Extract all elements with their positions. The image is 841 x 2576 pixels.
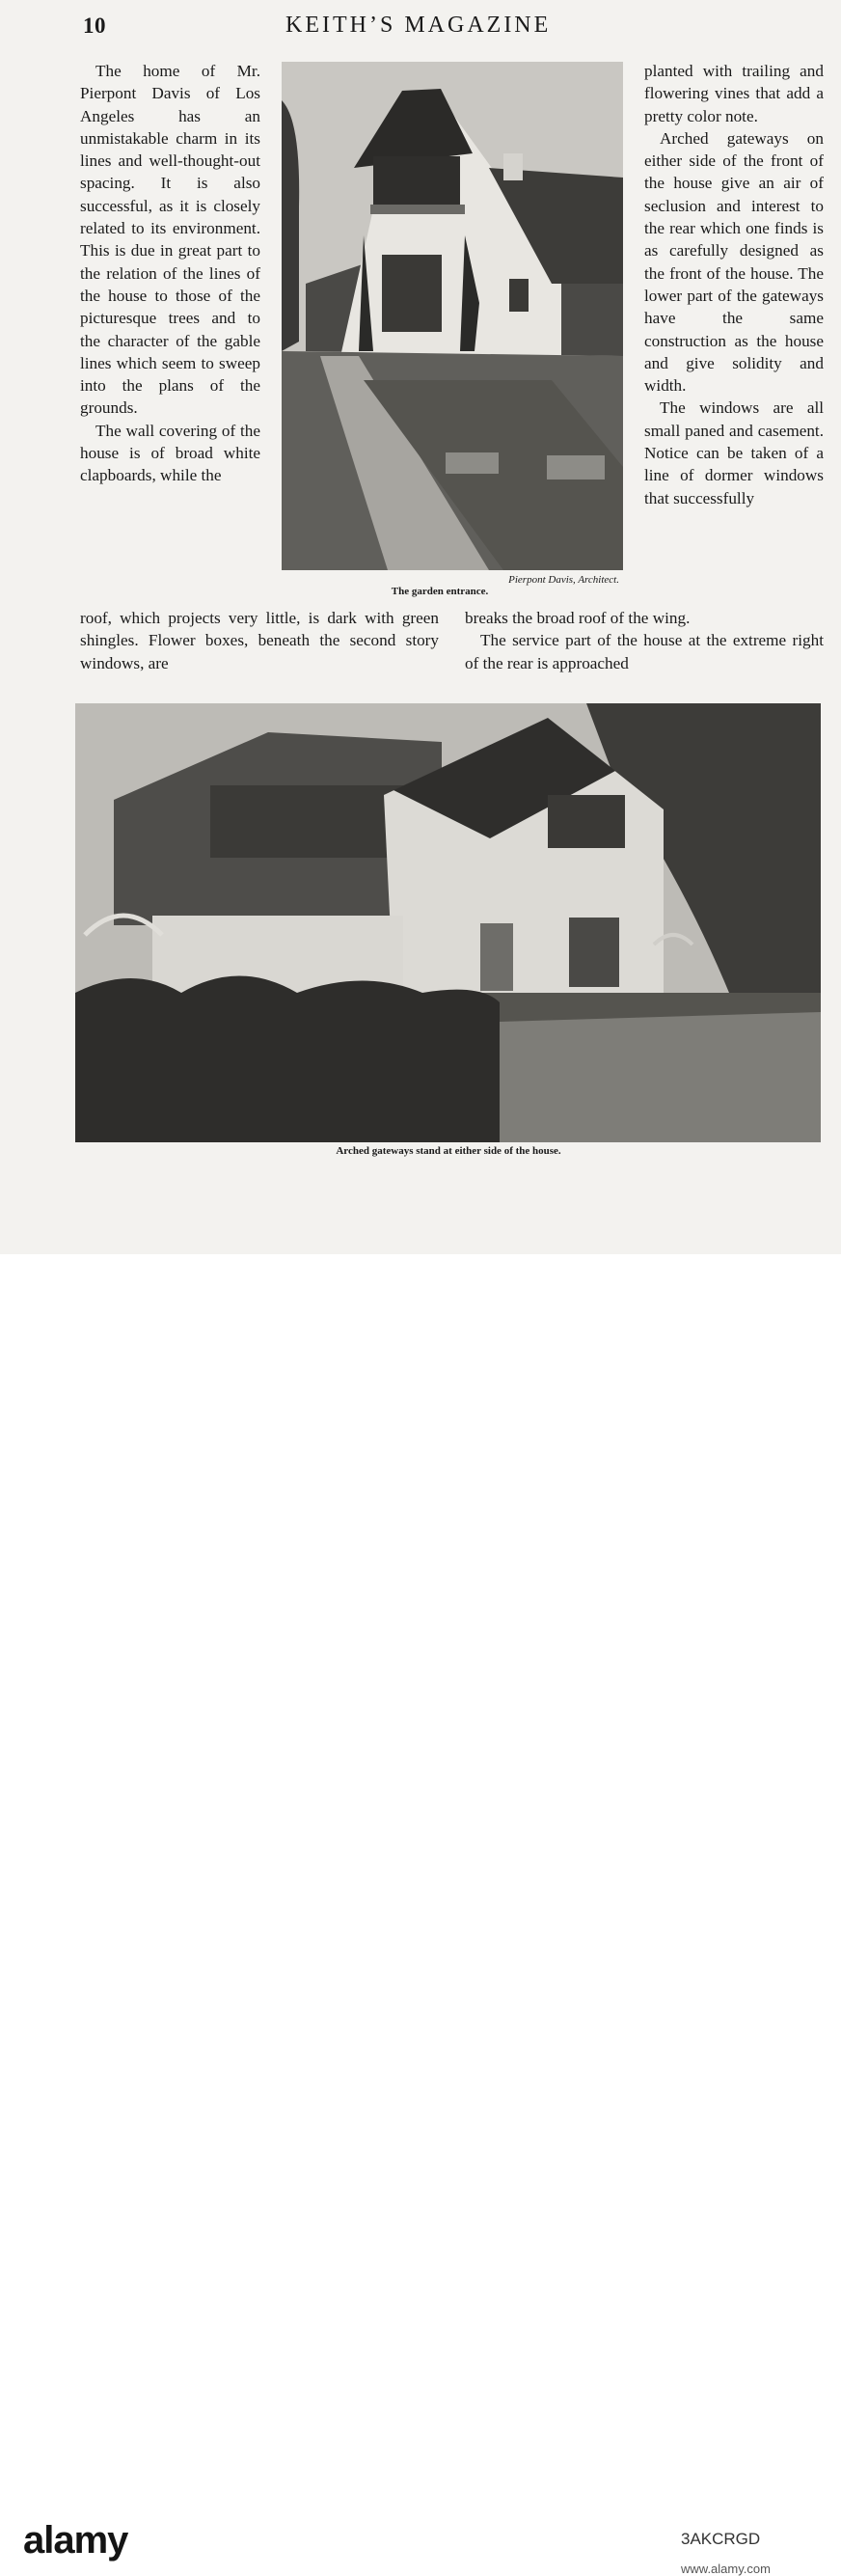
garden-entrance-photo [282,62,623,570]
house-side-illustration [75,703,821,1142]
magazine-title: KEITH’S MAGAZINE [285,13,552,38]
paragraph: The service part of the house at the extreme right of the rear is approached [465,631,824,672]
paragraph: The wall covering of the house is of broad white clapboards, while the [80,421,260,485]
text-column-bottom-left [80,607,439,674]
paragraph: Arched gateways on either side of the front of the house give an air of seclusion and interest to the rear which one finds is as carefully designed as the front of the house. The lower part of the gateways have the same construction as the house and give solidity and width. [644,128,824,396]
paragraph: The windows are all small paned and casement. Notice can be taken of a line of dormer windows that successfully [644,398,824,507]
paragraph: breaks the broad roof of the wing. [465,609,691,627]
magazine-page [0,0,841,1254]
photo-credit: Pierpont Davis, Architect. [508,574,619,586]
house-front-illustration [282,62,623,570]
house-side-photo [75,703,821,1142]
text-column-left [80,60,260,487]
paragraph: roof, which projects very little, is dark with green shingles. Flower boxes, beneath the second story windows, are [80,609,439,672]
photo-caption: The garden entrance. [391,586,489,597]
stock-banner [0,1254,841,2576]
text-column-bottom-right [465,607,824,674]
photo-caption: Arched gateways stand at either side of the house. [336,1145,561,1157]
text-column-right [644,60,824,509]
paragraph: The home of Mr. Pierpont Davis of Los Angeles has an unmistakable charm in its lines and well-thought-out spacing. It is also successful, as it is closely related to its environment. This is due in great part to the relation of the lines of the house to those of the picturesque trees and to the character of the gable lines which seem to sweep into the plans of the grounds. [80,62,260,418]
stock-url[interactable]: www.alamy.com [681,2562,771,2576]
paragraph: planted with trailing and flowering vines that add a pretty color note. [644,62,824,125]
alamy-logo: alamy [23,2519,128,2562]
image-id: 3AKCRGD [681,2530,761,2548]
page-number: 10 [83,14,106,38]
